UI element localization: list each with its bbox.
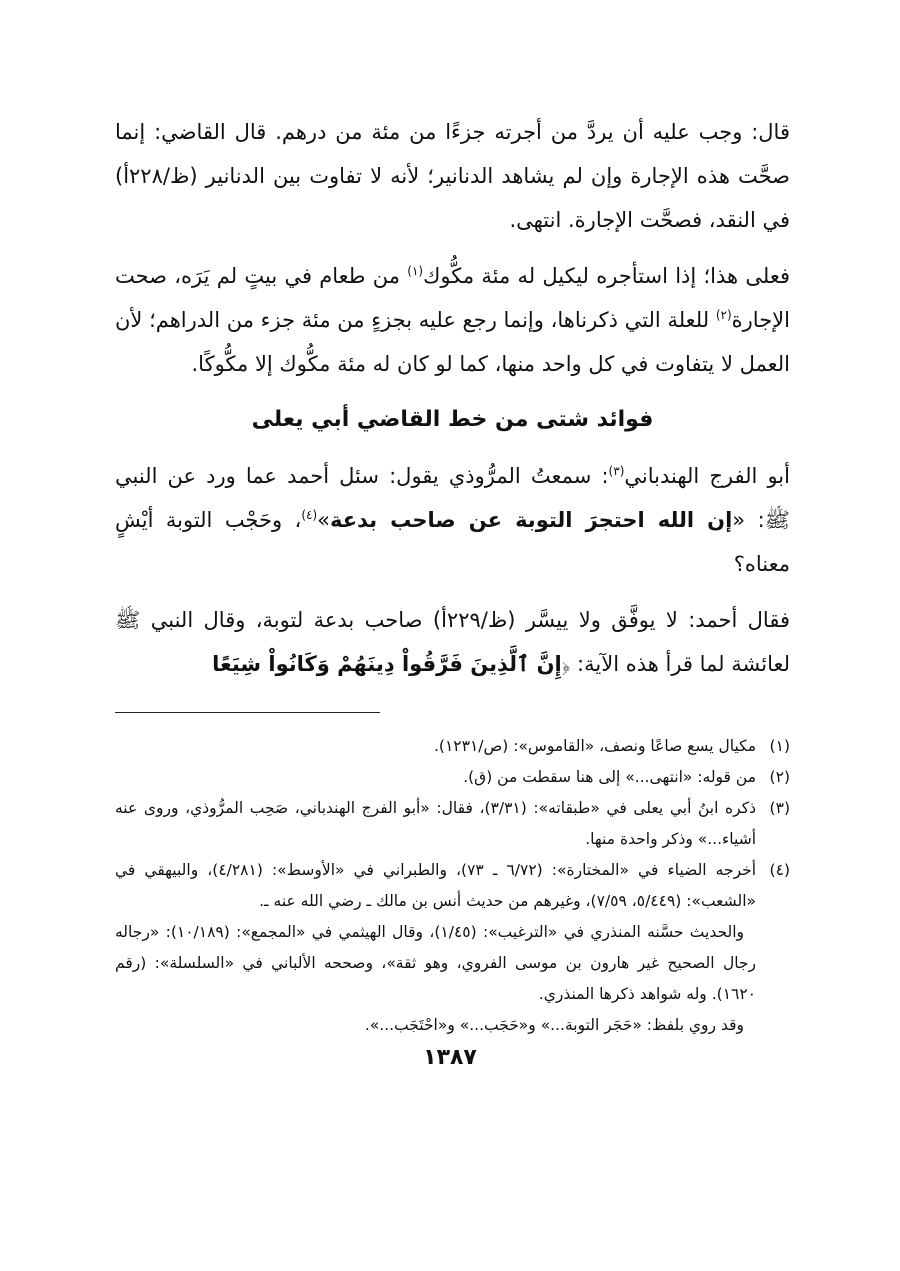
paragraph-2 — [115, 254, 790, 386]
footnote-text: من قوله: «انتهى...» إلى هنا سقطت من (ق). — [463, 768, 756, 786]
hadith-text: إن الله احتجرَ التوبة عن صاحب بدعة — [330, 508, 733, 532]
footnote-text: أخرجه الضياء في «المختارة»: (٦/٧٢ ـ ٧٣)، والطبراني في «الأوسط»: (٤/٢٨١)، والبيهقي في «الشعب»: (٥/٤٤٩، ٧/٥٩)، وغيرهم من حديث أنس بن مالك ـ رضي الله عنه ـ. — [115, 861, 757, 910]
footnote-number: (١) — [769, 737, 790, 755]
paragraph-3-part-a: أبو الفرج الهندباني — [624, 464, 790, 488]
quran-verse: إِنَّ ٱلَّذِينَ فَرَّقُواْ دِينَهُمْ وَكَانُواْ شِيَعًا — [212, 652, 562, 676]
footnote-4-continuation: وقد روي بلفظ: «حَجَر التوبة...» و«حَجَب...» و«احْتَجَب...». — [364, 1016, 744, 1034]
footnote-ref-1[interactable]: (١) — [407, 264, 424, 278]
footnote-separator — [115, 712, 380, 713]
paragraph-3-part-c: » — [317, 508, 331, 532]
paragraph-1: قال: وجب عليه أن يردَّ من أجرته جزءًا من مئة من درهم. قال القاضي: إنما صحَّت هذه الإجارة وإن لم يشاهد الدنانير؛ لأنه لا تفاوت بين الدنانير (ظ/٢٢٨أ) في النقد، فصحَّت الإجارة. انتهى. — [115, 120, 790, 232]
footnote-2 — [115, 762, 790, 793]
footnote-ref-3[interactable]: (٣) — [608, 464, 625, 478]
section-heading: فوائد شتى من خط القاضي أبي يعلى — [251, 407, 654, 432]
footnote-ref-2[interactable]: (٢) — [715, 308, 732, 322]
paragraph-4-part-a: فقال أحمد: لا يوفَّق ولا ييسَّر (ظ/٢٢٩أ) صاحب بدعة لتوبة، وقال النبي ﷺ لعائشة لما قرأ هذه الآية: ﴿ — [115, 608, 790, 676]
paragraph-3-part-d: ، وحَجْب التوبة أيْشٍ معناه؟ — [115, 508, 790, 576]
paragraph-2-part-b: من طعام في بيتٍ لم يَرَه، صحت الإجارة — [115, 264, 790, 332]
paragraph-2-part-a: فعلى هذا؛ إذا استأجره ليكيل له مئة مكُّوك — [423, 264, 790, 288]
footnote-number: (٤) — [769, 861, 790, 879]
page-content — [115, 110, 790, 1271]
footnote-number: (٢) — [769, 768, 790, 786]
main-text — [115, 110, 790, 686]
paragraph-2-part-c: للعلة التي ذكرناها، وإنما رجع عليه بجزءٍ من مئة جزء من الدراهم؛ لأن العمل لا يتفاوت في كل واحد منها، كما لو كان له مئة مكُّوك إلا مكُّوكًا. — [115, 308, 790, 376]
footnote-text: مكيال يسع صاعًا ونصف، «القاموس»: (ص/١٢٣١). — [433, 737, 756, 755]
paragraph-3 — [115, 454, 790, 586]
paragraph-4 — [115, 598, 790, 686]
paragraph-3-part-b: : سمعتُ المرُّوذي يقول: سئل أحمد عما ورد عن النبي ﷺ: « — [115, 464, 791, 532]
footnote-text: ذكره ابنُ أبي يعلى في «طبقاته»: (٣/٣١)، فقال: «أبو الفرج الهندباني، صَحِب المرُّوذي، وروى عنه أشياء...» وذكر واحدة منها. — [115, 799, 756, 848]
footnote-1 — [115, 731, 790, 762]
footnote-3 — [115, 793, 790, 855]
footnote-4-continuation: والحديث حسَّنه المنذري في «الترغيب»: (١/٤٥)، وقال الهيثمي في «المجمع»: (١٠/١٨٩): «رجاله رجال الصحيح غير هارون بن موسى الفروي، وهو ثقة»، وصححه الألباني في «السلسلة»: (رقم ١٦٢٠). وله شواهد ذكرها المنذري. — [115, 923, 756, 1003]
footnote-4 — [115, 855, 790, 917]
footnote-number: (٣) — [769, 799, 790, 817]
footnotes — [115, 731, 790, 1041]
footnote-ref-4[interactable]: (٤) — [301, 508, 318, 522]
page-number: ١٣٨٧ — [423, 1045, 477, 1070]
